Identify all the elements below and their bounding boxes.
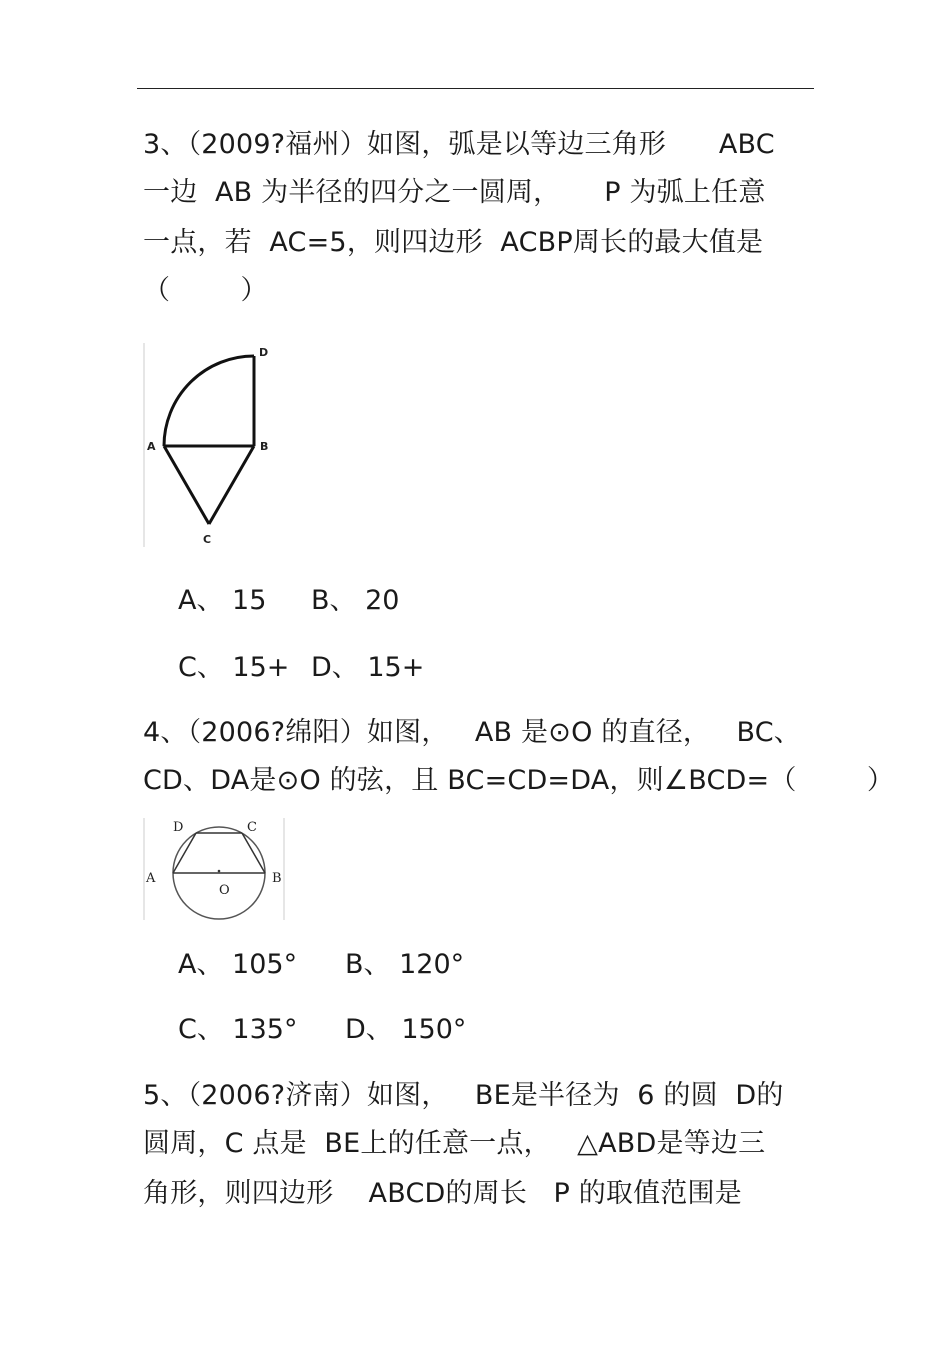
q3-option-c[interactable]: C、 15+ xyxy=(178,652,290,683)
q4-option-c[interactable]: C、 135° xyxy=(178,1014,298,1045)
q3-option-a[interactable]: A、 15 xyxy=(178,585,267,616)
q3-figure xyxy=(143,343,271,547)
q3-line-3: 一点，若 AC=5，则四边形 ACBP周长的最大值是 xyxy=(143,227,764,258)
header-rule xyxy=(137,88,814,89)
q4-chord-da xyxy=(173,833,196,873)
q3-option-b[interactable]: B、 20 xyxy=(311,585,400,616)
q3-line-2: 一边 AB 为半径的四分之一圆周， P 为弧上任意 xyxy=(143,177,766,208)
q4-label-o: O xyxy=(219,883,230,898)
q4-option-b[interactable]: B、 120° xyxy=(345,949,465,980)
q3-segment-ac xyxy=(164,446,209,524)
q4-line-1: 4、（2006?绵阳）如图， AB 是⊙O 的直径， BC、 xyxy=(143,717,801,748)
q5-line-1: 5、（2006?济南）如图， BE是半径为 6 的圆 D的 xyxy=(143,1080,784,1111)
q4-label-d: D xyxy=(173,820,184,835)
q3-segment-bc xyxy=(209,446,254,524)
q4-center-point xyxy=(218,870,221,873)
q4-figure xyxy=(143,818,285,920)
q4-option-a[interactable]: A、 105° xyxy=(178,949,298,980)
q3-label-d: D xyxy=(259,346,269,359)
q3-arc xyxy=(164,356,254,446)
q3-label-a: A xyxy=(147,440,156,453)
q4-option-d[interactable]: D、 150° xyxy=(345,1014,467,1045)
q3-line-4: （ ） xyxy=(143,275,268,306)
q3-line-1: 3、（2009?福州）如图，弧是以等边三角形 ABC xyxy=(143,129,775,160)
q3-option-d[interactable]: D、 15+ xyxy=(311,652,425,683)
q3-label-c: C xyxy=(203,533,212,546)
q4-label-a: A xyxy=(146,871,156,886)
q4-label-c: C xyxy=(247,820,257,835)
q3-label-b: B xyxy=(260,440,269,453)
q5-line-2: 圆周，C 点是 BE上的任意一点， △ABD是等边三 xyxy=(143,1128,766,1159)
q4-label-b: B xyxy=(272,871,282,886)
q4-line-2: CD、DA是⊙O 的弦，且 BC=CD=DA，则∠BCD=（ ） xyxy=(143,765,895,796)
q4-chord-bc xyxy=(242,833,265,873)
q5-line-3: 角形，则四边形 ABCD的周长 P 的取值范围是 xyxy=(143,1178,742,1209)
